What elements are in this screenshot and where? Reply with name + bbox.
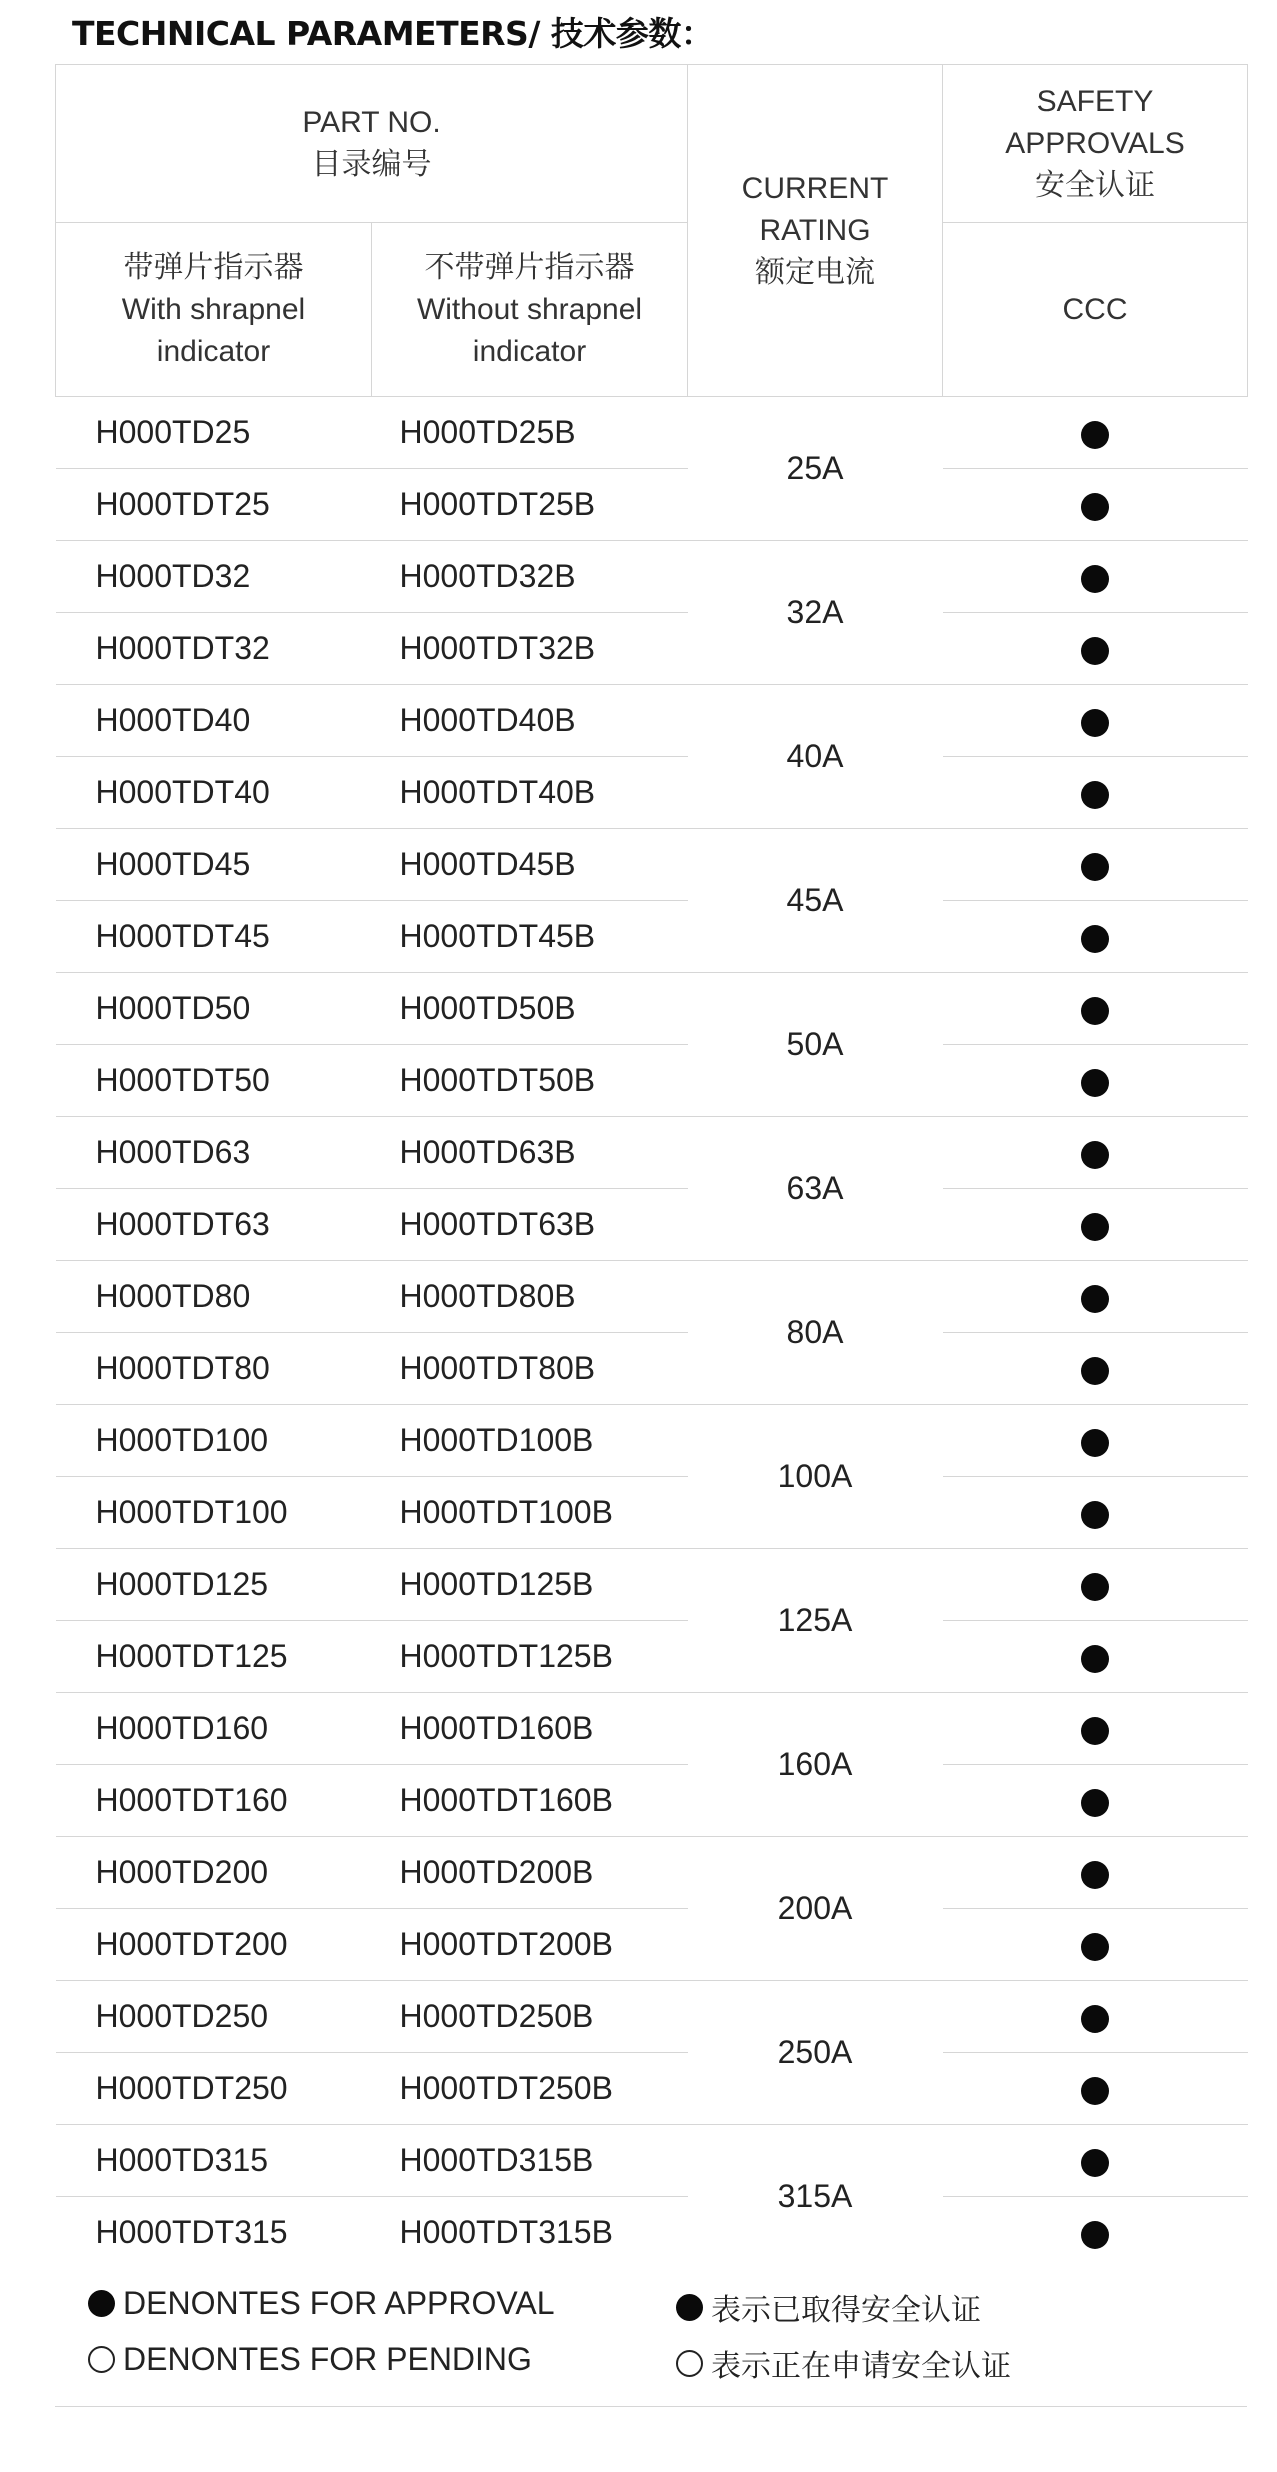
- table-row: [56, 1045, 1248, 1117]
- filled-circle-icon: [1081, 2221, 1109, 2249]
- filled-circle-icon: [1081, 1141, 1109, 1169]
- legend-pending-en: [88, 2341, 532, 2378]
- header-part-no-cn: 目录编号: [311, 147, 432, 181]
- part-no-without-indicator: H000TDT160B: [372, 1765, 688, 1837]
- part-no-without-indicator: H000TDT125B: [372, 1621, 688, 1693]
- ccc-approval-cell: [943, 685, 1248, 757]
- part-no-without-indicator: H000TD32B: [372, 541, 688, 613]
- header-current-rating-line2: RATING: [759, 213, 871, 247]
- current-rating-cell: 40A: [688, 685, 943, 829]
- table-row: [56, 973, 1248, 1045]
- part-no-without-indicator: H000TD250B: [372, 1981, 688, 2053]
- ccc-approval-cell: [943, 1765, 1248, 1837]
- ccc-approval-cell: [943, 1189, 1248, 1261]
- legend-pending-cn: [676, 2341, 1011, 2385]
- page-title: TECHNICAL PARAMETERS/ 技术参数：: [72, 14, 714, 53]
- table-body: [56, 397, 1248, 2269]
- filled-circle-icon: [1081, 1861, 1109, 1889]
- header-without-indicator-cn: 不带弹片指示器: [424, 250, 635, 284]
- header-without-indicator: [372, 223, 688, 397]
- part-no-with-indicator: H000TD40: [56, 685, 372, 757]
- current-rating-cell: 200A: [688, 1837, 943, 1981]
- filled-circle-icon: [1081, 637, 1109, 665]
- header-safety-line1: SAFETY: [1036, 84, 1154, 118]
- table-row: [56, 1909, 1248, 1981]
- table-row: [56, 1333, 1248, 1405]
- part-no-without-indicator: H000TD45B: [372, 829, 688, 901]
- part-no-without-indicator: H000TDT63B: [372, 1189, 688, 1261]
- part-no-without-indicator: H000TD315B: [372, 2125, 688, 2197]
- ccc-approval-cell: [943, 397, 1248, 469]
- header-ccc: CCC: [943, 223, 1248, 397]
- part-no-without-indicator: H000TD50B: [372, 973, 688, 1045]
- ccc-approval-cell: [943, 541, 1248, 613]
- part-no-without-indicator: H000TDT40B: [372, 757, 688, 829]
- part-no-without-indicator: H000TDT25B: [372, 469, 688, 541]
- part-no-with-indicator: H000TD250: [56, 1981, 372, 2053]
- part-no-without-indicator: H000TDT200B: [372, 1909, 688, 1981]
- filled-circle-icon: [1081, 1285, 1109, 1313]
- ccc-approval-cell: [943, 2053, 1248, 2125]
- part-no-without-indicator: H000TD125B: [372, 1549, 688, 1621]
- part-no-with-indicator: H000TDT32: [56, 613, 372, 685]
- filled-circle-icon: [1081, 1645, 1109, 1673]
- header-without-indicator-en1: Without shrapnel: [416, 292, 643, 326]
- table-row: [56, 2125, 1248, 2197]
- table-row: [56, 685, 1248, 757]
- ccc-approval-cell: [943, 901, 1248, 973]
- current-rating-cell: 160A: [688, 1693, 943, 1837]
- table-row: [56, 1693, 1248, 1765]
- current-rating-cell: 80A: [688, 1261, 943, 1405]
- header-current-rating-cn: 额定电流: [755, 255, 875, 289]
- ccc-approval-cell: [943, 1549, 1248, 1621]
- part-no-with-indicator: H000TDT125: [56, 1621, 372, 1693]
- part-no-without-indicator: H000TDT45B: [372, 901, 688, 973]
- part-no-with-indicator: H000TDT250: [56, 2053, 372, 2125]
- ccc-approval-cell: [943, 469, 1248, 541]
- table-row: [56, 1261, 1248, 1333]
- ccc-approval-cell: [943, 1405, 1248, 1477]
- part-no-with-indicator: H000TDT160: [56, 1765, 372, 1837]
- ccc-approval-cell: [943, 1621, 1248, 1693]
- part-no-without-indicator: H000TD160B: [372, 1693, 688, 1765]
- part-no-with-indicator: H000TD160: [56, 1693, 372, 1765]
- ccc-approval-cell: [943, 2125, 1248, 2197]
- part-no-without-indicator: H000TDT80B: [372, 1333, 688, 1405]
- current-rating-cell: 50A: [688, 973, 943, 1117]
- header-safety-cn: 安全认证: [1035, 168, 1155, 202]
- current-rating-cell: 32A: [688, 541, 943, 685]
- filled-circle-icon: [1081, 2005, 1109, 2033]
- ccc-approval-cell: [943, 1261, 1248, 1333]
- part-no-with-indicator: H000TDT100: [56, 1477, 372, 1549]
- header-part-no-en: PART NO.: [302, 105, 441, 139]
- part-no-with-indicator: H000TDT45: [56, 901, 372, 973]
- bottom-rule: [55, 2406, 1247, 2407]
- table-row: [56, 1981, 1248, 2053]
- header-current-rating-line1: CURRENT: [741, 171, 889, 205]
- legend-approval-en-label: DENONTES FOR APPROVAL: [123, 2285, 555, 2321]
- part-no-without-indicator: H000TD63B: [372, 1117, 688, 1189]
- filled-circle-icon: [1081, 421, 1109, 449]
- table-row: [56, 613, 1248, 685]
- part-no-with-indicator: H000TDT200: [56, 1909, 372, 1981]
- table-row: [56, 2197, 1248, 2269]
- table-row: [56, 2053, 1248, 2125]
- legend-pending-en-label: DENONTES FOR PENDING: [123, 2341, 532, 2377]
- filled-circle-icon: [88, 2290, 115, 2317]
- part-no-with-indicator: H000TD100: [56, 1405, 372, 1477]
- filled-circle-icon: [1081, 1069, 1109, 1097]
- table-row: [56, 1765, 1248, 1837]
- hollow-circle-icon: [88, 2346, 115, 2373]
- table-row: [56, 397, 1248, 469]
- current-rating-cell: 25A: [786, 450, 844, 486]
- filled-circle-icon: [676, 2294, 703, 2321]
- ccc-approval-cell: [943, 973, 1248, 1045]
- filled-circle-icon: [1081, 1933, 1109, 1961]
- current-rating-cell: 315A: [688, 2125, 943, 2269]
- part-no-without-indicator: H000TD200B: [372, 1837, 688, 1909]
- ccc-approval-cell: [943, 1045, 1248, 1117]
- table-row: [56, 829, 1248, 901]
- technical-parameters-table: [55, 64, 1248, 2268]
- ccc-approval-cell: [943, 1477, 1248, 1549]
- ccc-approval-cell: [943, 1981, 1248, 2053]
- ccc-approval-cell: [943, 613, 1248, 685]
- current-rating-cell: 250A: [688, 1981, 943, 2125]
- filled-circle-icon: [1081, 853, 1109, 881]
- ccc-approval-cell: [943, 1909, 1248, 1981]
- filled-circle-icon: [1081, 709, 1109, 737]
- legend-approval-cn: [676, 2285, 981, 2329]
- table-row: [56, 1189, 1248, 1261]
- filled-circle-icon: [1081, 493, 1109, 521]
- part-no-with-indicator: H000TD45: [56, 829, 372, 901]
- part-no-without-indicator: H000TD40B: [372, 685, 688, 757]
- part-no-with-indicator: H000TD200: [56, 1837, 372, 1909]
- filled-circle-icon: [1081, 1717, 1109, 1745]
- part-no-with-indicator: H000TD125: [56, 1549, 372, 1621]
- header-with-indicator-en1: With shrapnel: [121, 292, 306, 326]
- part-no-without-indicator: H000TDT32B: [372, 613, 688, 685]
- current-rating-cell: 100A: [688, 1405, 943, 1549]
- part-no-with-indicator: H000TD315: [56, 2125, 372, 2197]
- part-no-without-indicator: H000TD80B: [372, 1261, 688, 1333]
- filled-circle-icon: [1081, 2149, 1109, 2177]
- part-no-without-indicator: H000TDT315B: [372, 2197, 688, 2269]
- ccc-approval-cell: [943, 1837, 1248, 1909]
- part-no-without-indicator: H000TDT250B: [372, 2053, 688, 2125]
- legend-pending-cn-label: 表示正在申请安全认证: [711, 2349, 1011, 2384]
- table-row: [56, 469, 1248, 541]
- hollow-circle-icon: [676, 2350, 703, 2377]
- ccc-approval-cell: [943, 829, 1248, 901]
- header-with-indicator-cn: 带弹片指示器: [123, 250, 304, 284]
- part-no-with-indicator: H000TDT40: [56, 757, 372, 829]
- filled-circle-icon: [1081, 1789, 1109, 1817]
- table-row: [56, 1621, 1248, 1693]
- table-row: [56, 1837, 1248, 1909]
- part-no-without-indicator: H000TD100B: [372, 1405, 688, 1477]
- part-no-with-indicator: H000TDT50: [56, 1045, 372, 1117]
- part-no-with-indicator: H000TDT80: [56, 1333, 372, 1405]
- part-no-with-indicator: H000TD25: [95, 414, 251, 450]
- legend-approval-en: [88, 2285, 555, 2322]
- ccc-approval-cell: [943, 1333, 1248, 1405]
- current-rating-cell: 63A: [688, 1117, 943, 1261]
- table-row: [56, 1405, 1248, 1477]
- part-no-with-indicator: H000TD63: [56, 1117, 372, 1189]
- part-no-with-indicator: H000TDT315: [56, 2197, 372, 2269]
- part-no-without-indicator: H000TDT50B: [372, 1045, 688, 1117]
- filled-circle-icon: [1081, 1213, 1109, 1241]
- header-without-indicator-en2: indicator: [472, 334, 587, 368]
- header-part-no: [56, 65, 688, 223]
- table-row: [56, 901, 1248, 973]
- current-rating-cell: 125A: [688, 1549, 943, 1693]
- part-no-with-indicator: H000TDT25: [56, 469, 372, 541]
- filled-circle-icon: [1081, 1357, 1109, 1385]
- filled-circle-icon: [1081, 1573, 1109, 1601]
- table-row: [56, 1549, 1248, 1621]
- filled-circle-icon: [1081, 565, 1109, 593]
- header-current-rating: [688, 65, 943, 397]
- current-rating-cell: 45A: [688, 829, 943, 973]
- part-no-without-indicator: H000TDT100B: [372, 1477, 688, 1549]
- filled-circle-icon: [1081, 925, 1109, 953]
- part-no-with-indicator: H000TD50: [56, 973, 372, 1045]
- filled-circle-icon: [1081, 1429, 1109, 1457]
- legend-approval-cn-label: 表示已取得安全认证: [711, 2293, 981, 2328]
- part-no-with-indicator: H000TD80: [56, 1261, 372, 1333]
- header-with-indicator: [56, 223, 372, 397]
- ccc-approval-cell: [943, 757, 1248, 829]
- ccc-approval-cell: [943, 1693, 1248, 1765]
- part-no-with-indicator: H000TD32: [56, 541, 372, 613]
- header-safety-approvals: [943, 65, 1248, 223]
- ccc-approval-cell: [943, 2197, 1248, 2269]
- filled-circle-icon: [1081, 997, 1109, 1025]
- table-row: [56, 541, 1248, 613]
- header-safety-line2: APPROVALS: [1005, 126, 1185, 160]
- part-no-with-indicator: H000TDT63: [56, 1189, 372, 1261]
- header-with-indicator-en2: indicator: [156, 334, 271, 368]
- part-no-without-indicator: H000TD25B: [399, 414, 576, 450]
- filled-circle-icon: [1081, 1501, 1109, 1529]
- table-row: [56, 1477, 1248, 1549]
- table-row: [56, 757, 1248, 829]
- ccc-approval-cell: [943, 1117, 1248, 1189]
- filled-circle-icon: [1081, 781, 1109, 809]
- filled-circle-icon: [1081, 2077, 1109, 2105]
- table-row: [56, 1117, 1248, 1189]
